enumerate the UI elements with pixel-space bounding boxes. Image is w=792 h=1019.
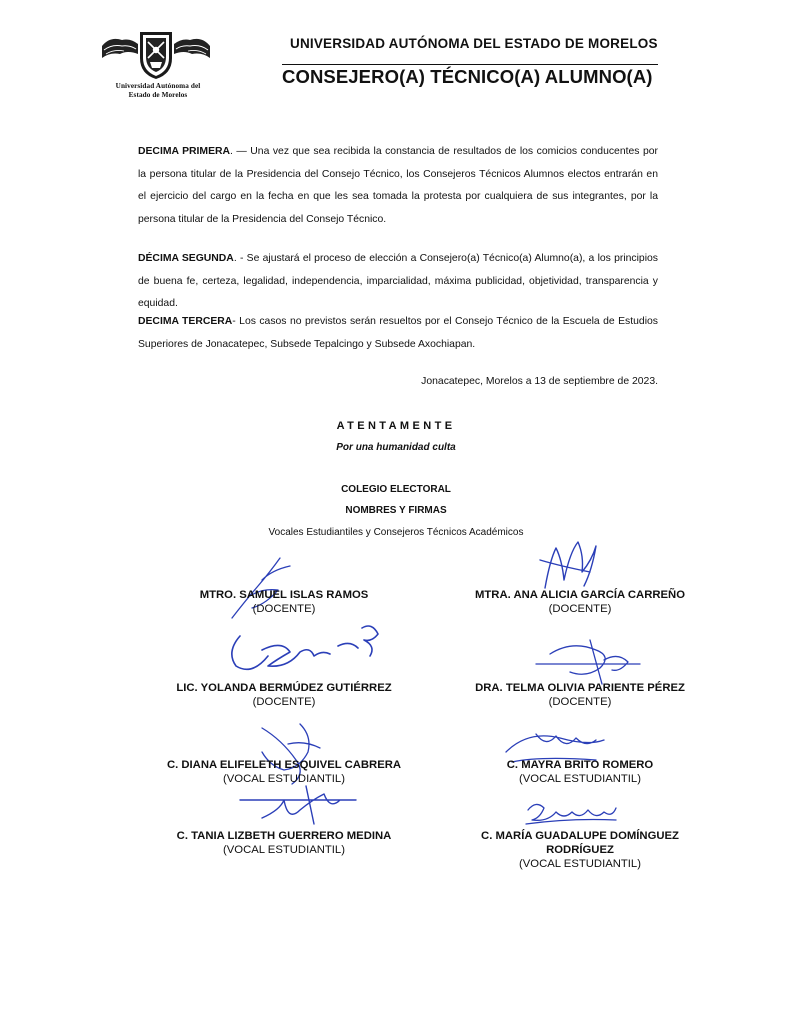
signatory-role: (DOCENTE): [548, 603, 612, 615]
signatory-block: [430, 681, 730, 709]
signatory-role: (VOCAL ESTUDIANTIL): [519, 858, 641, 870]
document-title: CONSEJERO(A) TÉCNICO(A) ALUMNO(A): [282, 66, 653, 87]
signatory-name: MTRA. ANA ALICIA GARCÍA CARREÑO: [474, 589, 686, 601]
signatory-role: (VOCAL ESTUDIANTIL): [223, 844, 345, 856]
signatory-role: (VOCAL ESTUDIANTIL): [223, 773, 345, 785]
signatory-name: C. MAYRA BRITO ROMERO: [506, 759, 654, 771]
signature-ana-alicia-garcia: [540, 542, 596, 588]
clause-heading: DECIMA TERCERA: [138, 316, 233, 327]
signatory-role: (DOCENTE): [548, 696, 612, 708]
closing-lema: Por una humanidad culta: [336, 442, 456, 453]
closing-colegio: COLEGIO ELECTORAL: [341, 484, 451, 495]
signatory-name-line1: C. MARÍA GUADALUPE DOMÍNGUEZ: [481, 830, 679, 842]
signatory-name-line2: RODRÍGUEZ: [546, 844, 614, 856]
signatory-name: MTRO. SAMUEL ISLAS RAMOS: [199, 589, 369, 601]
signatory-block: [134, 829, 434, 857]
signatory-name: DRA. TELMA OLIVIA PARIENTE PÉREZ: [475, 682, 685, 694]
signatory-name: LIC. YOLANDA BERMÚDEZ GUTIÉRREZ: [176, 682, 392, 694]
logo-caption-line1: Universidad Autónoma del: [115, 82, 201, 90]
signatory-block: [134, 681, 434, 709]
signature-telma-pariente: [536, 640, 640, 684]
signatory-role: (DOCENTE): [252, 696, 316, 708]
date-line: Jonacatepec, Morelos a 13 de septiembre de 2023.: [421, 376, 658, 387]
signatory-role: (DOCENTE): [252, 603, 316, 615]
clause-heading: DÉCIMA SEGUNDA: [138, 253, 234, 264]
closing-vocales: Vocales Estudiantiles y Consejeros Técnicos Académicos: [268, 527, 524, 538]
signatory-name: C. TANIA LIZBETH GUERRERO MEDINA: [176, 830, 392, 842]
closing-atentamente: ATENTAMENTE: [336, 420, 456, 432]
clause-text: . - Se ajustará el proceso de elección a Consejero(a) Técnico(a) Alumno(a), a los principios de buena fe, certeza, legalidad, independencia, imparcialidad, máxima publicidad, objetividad, transparencia y equidad.: [138, 253, 658, 309]
closing-nombres-firmas: NOMBRES Y FIRMAS: [345, 505, 447, 516]
signatory-role: (VOCAL ESTUDIANTIL): [519, 773, 641, 785]
signatory-block: [430, 829, 730, 871]
signatory-block: [430, 758, 730, 786]
signatory-block: [430, 588, 730, 616]
logo-caption-line2: Estado de Morelos: [128, 91, 188, 99]
signatory-block: [134, 588, 434, 616]
signatory-block: [134, 758, 434, 786]
university-name: UNIVERSIDAD AUTÓNOMA DEL ESTADO DE MORELOS: [290, 36, 658, 51]
clause-text: - Los casos no previstos serán resueltos por el Consejo Técnico de la Escuela de Estudios Superiores de Jonacatepec, Subsede Tepalcingo y Subsede Axochiapan.: [138, 316, 658, 350]
signature-maria-guadalupe: [526, 804, 616, 824]
signatory-name: C. DIANA ELIFELETH ESQUIVEL CABRERA: [166, 759, 402, 771]
signature-tania-guerrero: [240, 786, 356, 824]
signature-yolanda-bermudez: [232, 626, 378, 669]
clause-heading: DECIMA PRIMERA: [138, 146, 231, 157]
clause-text: . — Una vez que sea recibida la constancia de resultados de los comicios conducentes por la persona titular de la Presidencia del Consejo Técnico, los Consejeros Técnicos Alumnos electos entrarán en el ejercicio del cargo en la fecha en que les sea tomada la protesta por cualquiera de sus integrantes, por la persona titular de la Presidencia del Consejo Técnico.: [138, 146, 658, 225]
